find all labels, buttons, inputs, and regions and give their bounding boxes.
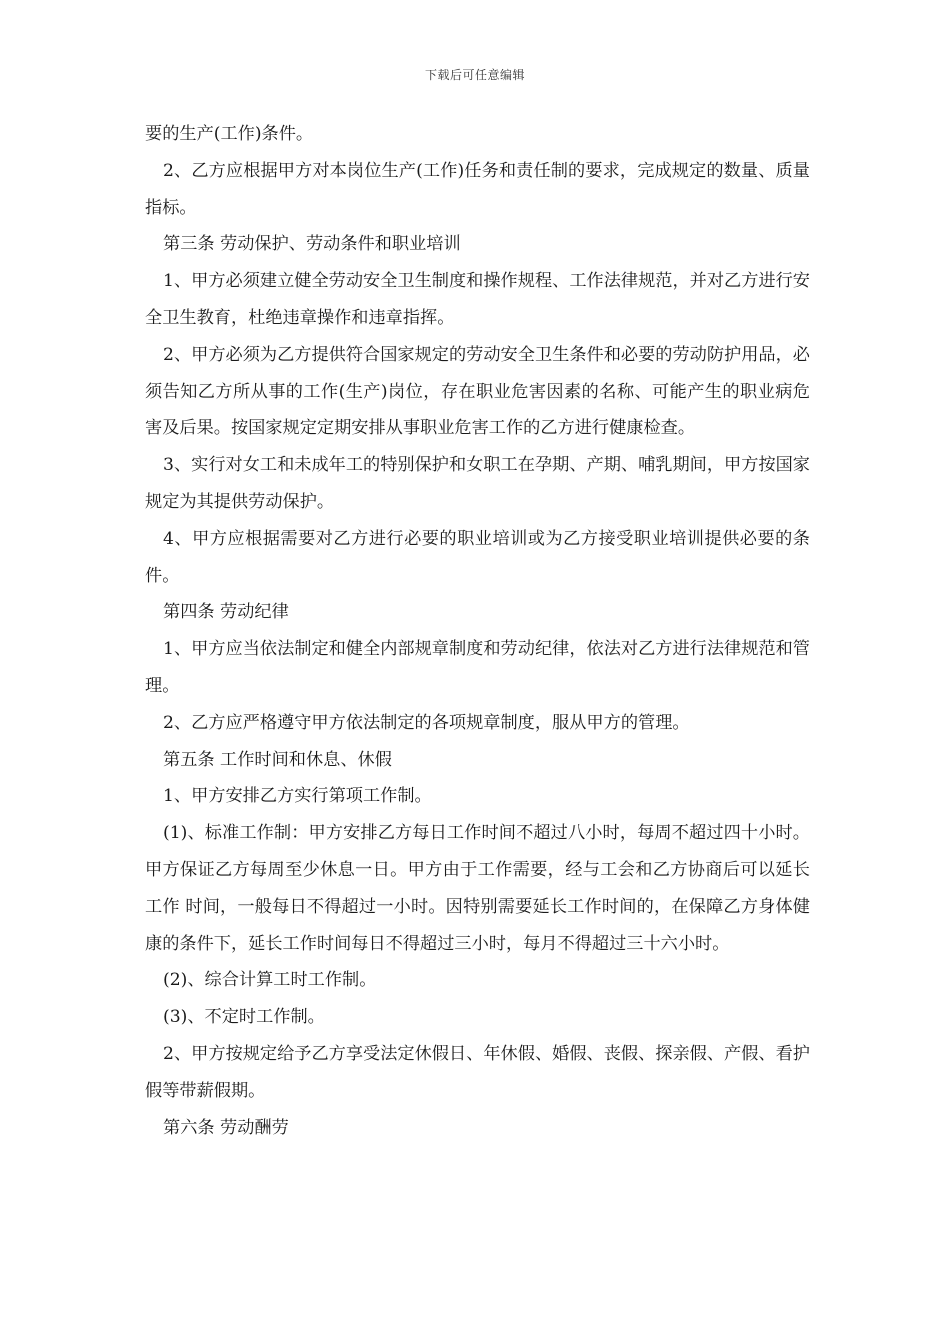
- document-body: [145, 116, 810, 1146]
- clause-item: 1、甲方安排乙方实行第项工作制。: [163, 786, 432, 807]
- sub-clause-item: (1)、标准工作制：甲方安排乙方每日工作时间不超过八小时，每周不超过四十小时。甲方保证乙方每周至少休息一日。甲方由于工作需要，经与工会和乙方协商后可以延长工作 时间，一般每日不得超过一小时。因特别需要延长工作时间的，在保障乙方身体健康的条件下，延长工作时间每日不得超过三小时，每月不得超过三十六小时。: [145, 823, 810, 954]
- article-heading: 第三条 劳动保护、劳动条件和职业培训: [163, 234, 461, 255]
- clause-item: 2、甲方按规定给予乙方享受法定休假日、年休假、婚假、丧假、探亲假、产假、看护假等带薪假期。: [145, 1043, 810, 1101]
- article-heading: 第四条 劳动纪律: [163, 602, 289, 623]
- clause-item: 2、甲方必须为乙方提供符合国家规定的劳动安全卫生条件和必要的劳动防护用品，必须告知乙方所从事的工作(生产)岗位，存在职业危害因素的名称、可能产生的职业病危害及后果。按国家规定定期安排从事职业危害工作的乙方进行健康检查。: [145, 344, 810, 439]
- clause-item: 2、乙方应严格遵守甲方依法制定的各项规章制度，服从甲方的管理。: [163, 712, 690, 733]
- page-header: 下载后可任意编辑: [424, 68, 525, 82]
- clause-item: 2、乙方应根据甲方对本岗位生产(工作)任务和责任制的要求，完成规定的数量、质量指标。: [145, 160, 810, 218]
- article-heading: 第五条 工作时间和休息、休假: [163, 749, 392, 770]
- sub-clause-item: (2)、综合计算工时工作制。: [163, 970, 377, 991]
- clause-item: 1、甲方必须建立健全劳动安全卫生制度和操作规程、工作法律规范，并对乙方进行安全卫生教育，杜绝违章操作和违章指挥。: [145, 271, 810, 328]
- paragraph-continuation: 要的生产(工作)条件。: [145, 124, 314, 144]
- sub-clause-item: (3)、不定时工作制。: [163, 1007, 325, 1028]
- article-heading: 第六条 劳动酬劳: [163, 1117, 289, 1138]
- clause-item: 1、甲方应当依法制定和健全内部规章制度和劳动纪律，依法对乙方进行法律规范和管理。: [145, 639, 810, 696]
- clause-item: 4、甲方应根据需要对乙方进行必要的职业培训或为乙方接受职业培训提供必要的条件。: [145, 528, 810, 586]
- clause-item: 3、实行对女工和未成年工的特别保护和女职工在孕期、产期、哺乳期间，甲方按国家规定为其提供劳动保护。: [145, 455, 810, 512]
